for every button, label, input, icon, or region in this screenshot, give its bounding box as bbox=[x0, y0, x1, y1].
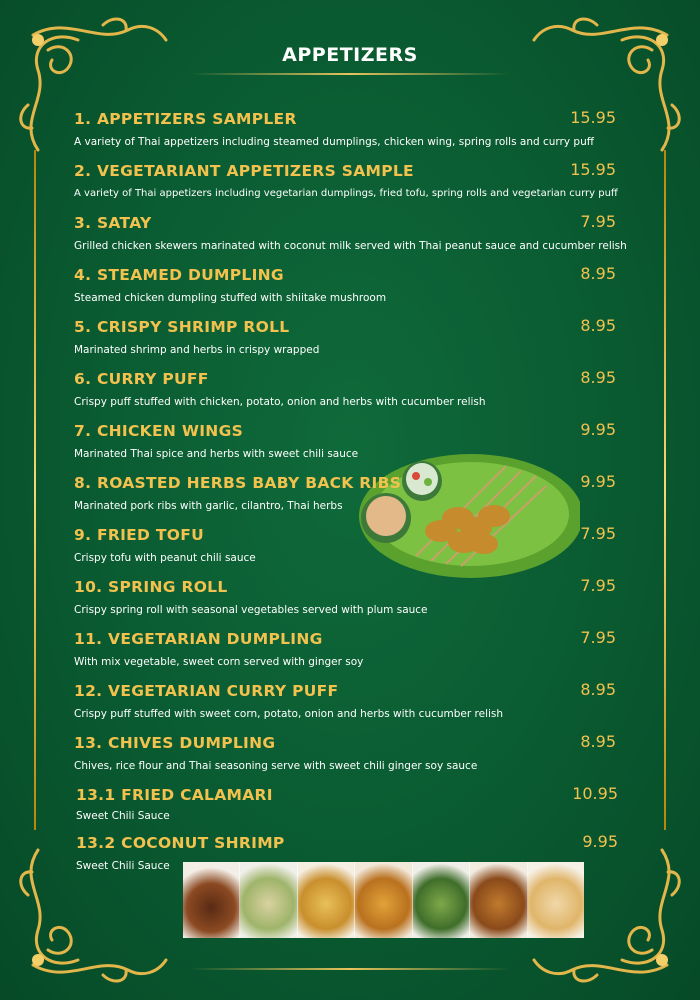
item-price: 8.95 bbox=[580, 732, 616, 751]
item-price: 9.95 bbox=[582, 832, 618, 851]
item-description: Crispy tofu with peanut chili sauce bbox=[74, 552, 256, 564]
item-name: 2. VEGETARIANT APPETIZERS SAMPLE bbox=[74, 162, 414, 180]
item-description: Grilled chicken skewers marinated with coconut milk served with Thai peanut sauce and cucumber relish bbox=[74, 240, 627, 252]
chicken-wings-photo bbox=[470, 862, 527, 938]
spring-roll-photo bbox=[298, 862, 355, 938]
item-price: 8.95 bbox=[580, 680, 616, 699]
menu-title: APPETIZERS bbox=[282, 44, 418, 66]
calamari-photo bbox=[528, 862, 584, 938]
item-description: Crispy spring roll with seasonal vegetables served with plum sauce bbox=[74, 604, 428, 616]
item-description: Marinated pork ribs with garlic, cilantro, Thai herbs bbox=[74, 500, 343, 512]
item-description: A variety of Thai appetizers including vegetarian dumplings, fried tofu, spring rolls and vegetarian curry puff bbox=[74, 188, 618, 199]
item-description: Marinated shrimp and herbs in crispy wrapped bbox=[74, 344, 320, 356]
item-name: 11. VEGETARIAN DUMPLING bbox=[74, 630, 323, 648]
item-name: 13.1 FRIED CALAMARI bbox=[76, 786, 273, 804]
item-price: 7.95 bbox=[580, 628, 616, 647]
item-name: 13.2 COCONUT SHRIMP bbox=[76, 834, 285, 852]
food-photo-strip bbox=[183, 862, 584, 938]
item-description: A variety of Thai appetizers including steamed dumplings, chicken wing, spring rolls and curry puff bbox=[74, 136, 594, 148]
item-description: With mix vegetable, sweet corn served with ginger soy bbox=[74, 656, 364, 668]
item-price: 7.95 bbox=[580, 524, 616, 543]
item-name: 1. APPETIZERS SAMPLER bbox=[74, 110, 297, 128]
item-price: 9.95 bbox=[580, 420, 616, 439]
item-price: 8.95 bbox=[580, 316, 616, 335]
item-description: Crispy puff stuffed with sweet corn, potato, onion and herbs with cucumber relish bbox=[74, 708, 504, 720]
item-price: 7.95 bbox=[580, 576, 616, 595]
item-name: 4. STEAMED DUMPLING bbox=[74, 266, 284, 284]
item-description: Sweet Chili Sauce bbox=[76, 860, 170, 872]
item-description: Crispy puff stuffed with chicken, potato, onion and herbs with cucumber relish bbox=[74, 396, 486, 408]
item-name: 13. CHIVES DUMPLING bbox=[74, 734, 276, 752]
frame-right-line bbox=[664, 150, 666, 830]
item-price: 8.95 bbox=[580, 368, 616, 387]
item-name: 10. SPRING ROLL bbox=[74, 578, 228, 596]
item-price: 9.95 bbox=[580, 472, 616, 491]
item-name: 7. CHICKEN WINGS bbox=[74, 422, 244, 440]
item-price: 10.95 bbox=[572, 784, 618, 803]
frame-left-line bbox=[34, 150, 36, 830]
item-name: 6. CURRY PUFF bbox=[74, 370, 209, 388]
item-name: 12. VEGETARIAN CURRY PUFF bbox=[74, 682, 339, 700]
curry-puff-photo bbox=[355, 862, 412, 938]
item-name: 5. CRISPY SHRIMP ROLL bbox=[74, 318, 290, 336]
item-price: 7.95 bbox=[580, 212, 616, 231]
title-divider bbox=[190, 73, 510, 75]
item-price: 15.95 bbox=[570, 160, 616, 179]
chives-dumpling-photo bbox=[413, 862, 470, 938]
item-description: Marinated Thai spice and herbs with sweet chili sauce bbox=[74, 448, 359, 460]
item-description: Chives, rice flour and Thai seasoning serve with sweet chili ginger soy sauce bbox=[74, 760, 478, 772]
item-price: 8.95 bbox=[580, 264, 616, 283]
dumpling-photo bbox=[240, 862, 297, 938]
item-price: 15.95 bbox=[570, 108, 616, 127]
item-name: 8. ROASTED HERBS BABY BACK RIBS bbox=[74, 474, 402, 492]
item-description: Steamed chicken dumpling stuffed with shiitake mushroom bbox=[74, 292, 387, 304]
ribs-photo bbox=[183, 862, 240, 938]
item-description: Sweet Chili Sauce bbox=[76, 810, 170, 822]
bottom-divider bbox=[190, 968, 510, 970]
item-name: 9. FRIED TOFU bbox=[74, 526, 205, 544]
satay-photo bbox=[346, 436, 580, 586]
item-name: 3. SATAY bbox=[74, 214, 152, 232]
